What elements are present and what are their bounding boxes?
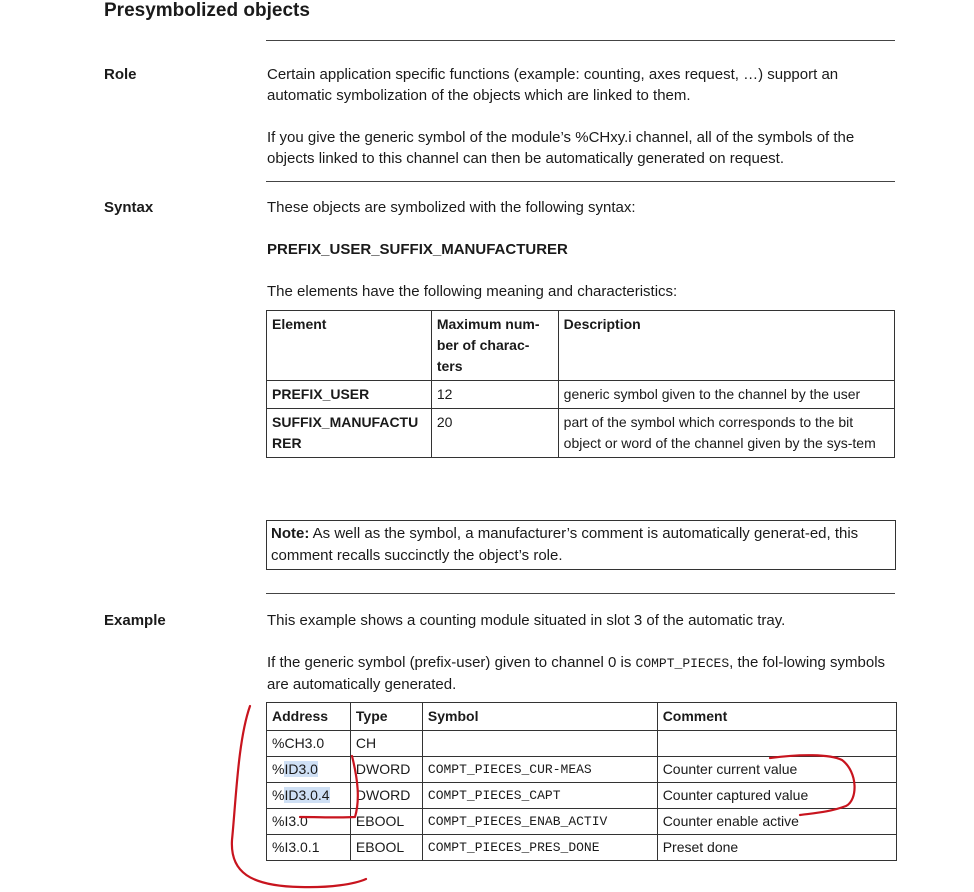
table-row: [267, 783, 897, 809]
table-header-row: [267, 311, 895, 381]
note-box: [266, 520, 896, 570]
page-title: Presymbolized objects: [104, 0, 310, 21]
syntax-label: Syntax: [104, 199, 154, 216]
elements-table: [266, 310, 895, 458]
example-paragraph-2-start: If the generic symbol (prefix-user) given to channel 0 is: [267, 654, 636, 671]
table-header-row: [267, 703, 897, 731]
symbol-cell: COMPT_PIECES_CUR-MEAS: [422, 757, 657, 783]
description-cell: generic symbol given to the channel by the user: [558, 381, 894, 409]
description-cell: part of the symbol which corresponds to the bit object or word of the channel given by the sys-tem: [558, 409, 894, 458]
table-row: [267, 809, 897, 835]
type-cell: CH: [350, 731, 422, 757]
table-row: [267, 757, 897, 783]
column-header-symbol: Symbol: [422, 703, 657, 731]
comment-cell: Preset done: [657, 835, 896, 861]
element-cell: SUFFIX_MANUFACTURER: [267, 409, 432, 458]
selected-text-highlight: ID3.0: [284, 761, 318, 777]
example-label: Example: [104, 612, 166, 629]
symbol-cell: COMPT_PIECES_CAPT: [422, 783, 657, 809]
table-row: [267, 409, 895, 458]
syntax-format: PREFIX_USER_SUFFIX_MANUFACTURER: [267, 241, 568, 258]
section-divider: [266, 593, 895, 594]
table-row: [267, 731, 897, 757]
symbol-cell: COMPT_PIECES_ENAB_ACTIV: [422, 809, 657, 835]
syntax-intro: These objects are symbolized with the following syntax:: [267, 199, 636, 216]
column-header-comment: Comment: [657, 703, 896, 731]
section-divider: [266, 40, 895, 41]
symbols-table: [266, 702, 897, 861]
selected-text-highlight: ID3.0.4: [284, 787, 330, 803]
address-cell: %ID3.0.4: [267, 783, 351, 809]
address-cell: %I3.0.1: [267, 835, 351, 861]
element-cell: PREFIX_USER: [267, 381, 432, 409]
column-header-address: Address: [267, 703, 351, 731]
max-chars-cell: 12: [431, 381, 558, 409]
syntax-table-intro: The elements have the following meaning and characteristics:: [267, 283, 678, 300]
note-label: Note:: [271, 525, 310, 542]
column-header-element: Element: [267, 311, 432, 381]
section-divider: [266, 181, 895, 182]
type-cell: DWORD: [350, 783, 422, 809]
column-header-max-chars: Maximum num-ber of charac-ters: [431, 311, 558, 381]
address-cell: %I3.0: [267, 809, 351, 835]
comment-cell: [657, 731, 896, 757]
symbol-cell: COMPT_PIECES_PRES_DONE: [422, 835, 657, 861]
generic-symbol-code: COMPT_PIECES: [635, 656, 730, 671]
note-text: As well as the symbol, a manufacturer’s comment is automatically generat-ed, this comment recalls succinctly the object’s role.: [271, 525, 859, 564]
type-cell: EBOOL: [350, 835, 422, 861]
column-header-description: Description: [558, 311, 894, 381]
comment-cell: Counter current value: [657, 757, 896, 783]
comment-cell: Counter enable active: [657, 809, 896, 835]
table-row: [267, 381, 895, 409]
type-cell: DWORD: [350, 757, 422, 783]
type-cell: EBOOL: [350, 809, 422, 835]
role-paragraph-1: Certain application specific functions (example: counting, axes request, …) support an automatic symbolization of the objects which are linked to them.: [267, 66, 839, 104]
role-label: Role: [104, 66, 137, 83]
max-chars-cell: 20: [431, 409, 558, 458]
symbol-cell: [422, 731, 657, 757]
address-cell: %CH3.0: [267, 731, 351, 757]
example-paragraph-2: [267, 652, 892, 695]
comment-cell: Counter captured value: [657, 783, 896, 809]
role-paragraph-2: If you give the generic symbol of the module’s %CHxy.i channel, all of the symbols of the objects linked to this channel can then be automatically generated on request.: [267, 129, 855, 167]
example-paragraph-1: This example shows a counting module situated in slot 3 of the automatic tray.: [267, 612, 786, 629]
table-row: [267, 835, 897, 861]
column-header-type: Type: [350, 703, 422, 731]
example-paragraph-2-end: , the fol-lowing symbols are automatically generated.: [267, 654, 886, 693]
address-cell: %ID3.0: [267, 757, 351, 783]
